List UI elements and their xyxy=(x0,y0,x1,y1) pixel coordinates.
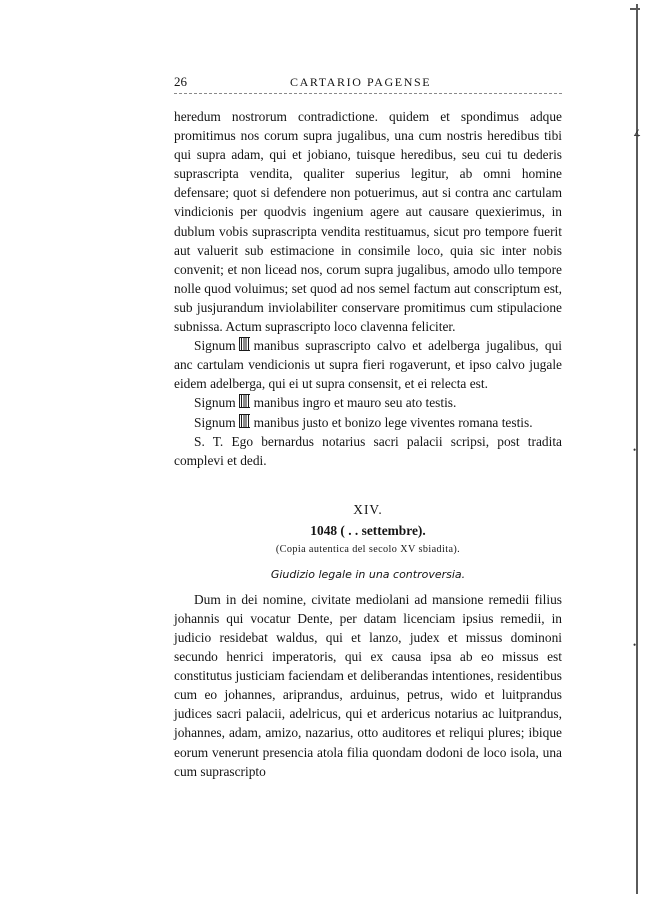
signum-mark-icon xyxy=(239,337,250,351)
page-number: 26 xyxy=(174,74,187,89)
document-text-block xyxy=(174,590,562,781)
edge-mark-lower: • xyxy=(633,640,637,650)
signum-word: Signum xyxy=(194,395,236,411)
signum-mark-icon xyxy=(239,394,250,408)
signature-text: manibus ingro et mauro seu ato testis. xyxy=(253,395,457,411)
document-text: Dum in dei nomine, civitate mediolani ad mansione remedii filius johannis qui vocatur Dente, per datam licenciam ipsius remedii, in judicio residebat waldus, qui et lanzo, judex et missus dominoni secundo henrici imperatoris, qui ex causa ipsa ab eo missus est constitutus justiciam faciendam et deliberandas intentiones, residentibus cum eo johannes, ariprandus, arduinus, petrus, wido et luitprandus judices sacri palacii, adelricus, qui et ardericus notarius ac luitprandus, johannes, adam, amizo, nazarius, otto auditores et reliqui plures; ibique eorum venerunt presencia atola filia quondam dodoni de loco isola, una cum suprascripto xyxy=(174,591,562,779)
page-edge-tick xyxy=(630,8,640,10)
charter-text xyxy=(174,107,562,470)
signature-line-2 xyxy=(174,393,562,412)
header-rule xyxy=(174,93,562,94)
book-page xyxy=(174,68,562,781)
first-paragraph: heredum nostrorum contradictione. quidem et spondimus adque promitimus nos corum supra jugalibus, una cum nostris heredibus tibi qui supra adam, qui et jobiano, tuisque heredibus, seu cui tu dederis suprascripta vendita, qualiter superius legitur, ab omni homine defensare; quot si defendere non potuerimus, aut si contra anc cartulam vindicionis per quodvis ingenium agere aut causare quexierimus, in dublum vobis suprascripta vendita restituamus, sicut pro tempore fuerit aut valuerit sub estimacione in consimile loco, quia sic inter nobis convenit; et non licead nos, corum supra jugalibus, amodo ullo tempore nolle quod voluimus; set quod ad nos semel factum aut conscriptum est, sub jusjurandum inviolabiliter conservare promitimus cum stipulacione subnissa. Actum suprascripto loco clavenna feliciter. xyxy=(174,109,562,335)
notary-line: S. T. Ego bernardus notarius sacri palacii scripsi, post tradita complevi et dedi. xyxy=(174,433,562,468)
edge-mark-top: ∡ xyxy=(633,128,642,138)
signature-line-1 xyxy=(174,336,562,393)
signature-text: manibus suprascripto calvo et adelberga jugalibus, qui anc cartulam vendicionis ut supra fieri rogaverunt, et ipso calvo jugale eidem adelberga, qui ei ut supra consensit, et ei relecta est. xyxy=(174,338,562,392)
document-heading: Giudizio legale in una controversia. xyxy=(270,567,466,581)
signature-line-3 xyxy=(174,413,562,432)
signum-word: Signum xyxy=(194,338,236,354)
document-date: 1048 ( . . settembre). xyxy=(310,522,426,538)
document-source: (Copia autentica del secolo XV sbiadita). xyxy=(275,543,461,555)
edge-mark-middle: • xyxy=(633,445,637,455)
document-number: XIV. xyxy=(353,501,383,517)
signum-word: Signum xyxy=(194,414,236,430)
signum-mark-icon xyxy=(239,414,250,428)
running-head xyxy=(174,68,562,90)
running-title: CARTARIO PAGENSE xyxy=(290,75,432,89)
signature-text: manibus justo et bonizo lege viventes romana testis. xyxy=(253,414,533,430)
